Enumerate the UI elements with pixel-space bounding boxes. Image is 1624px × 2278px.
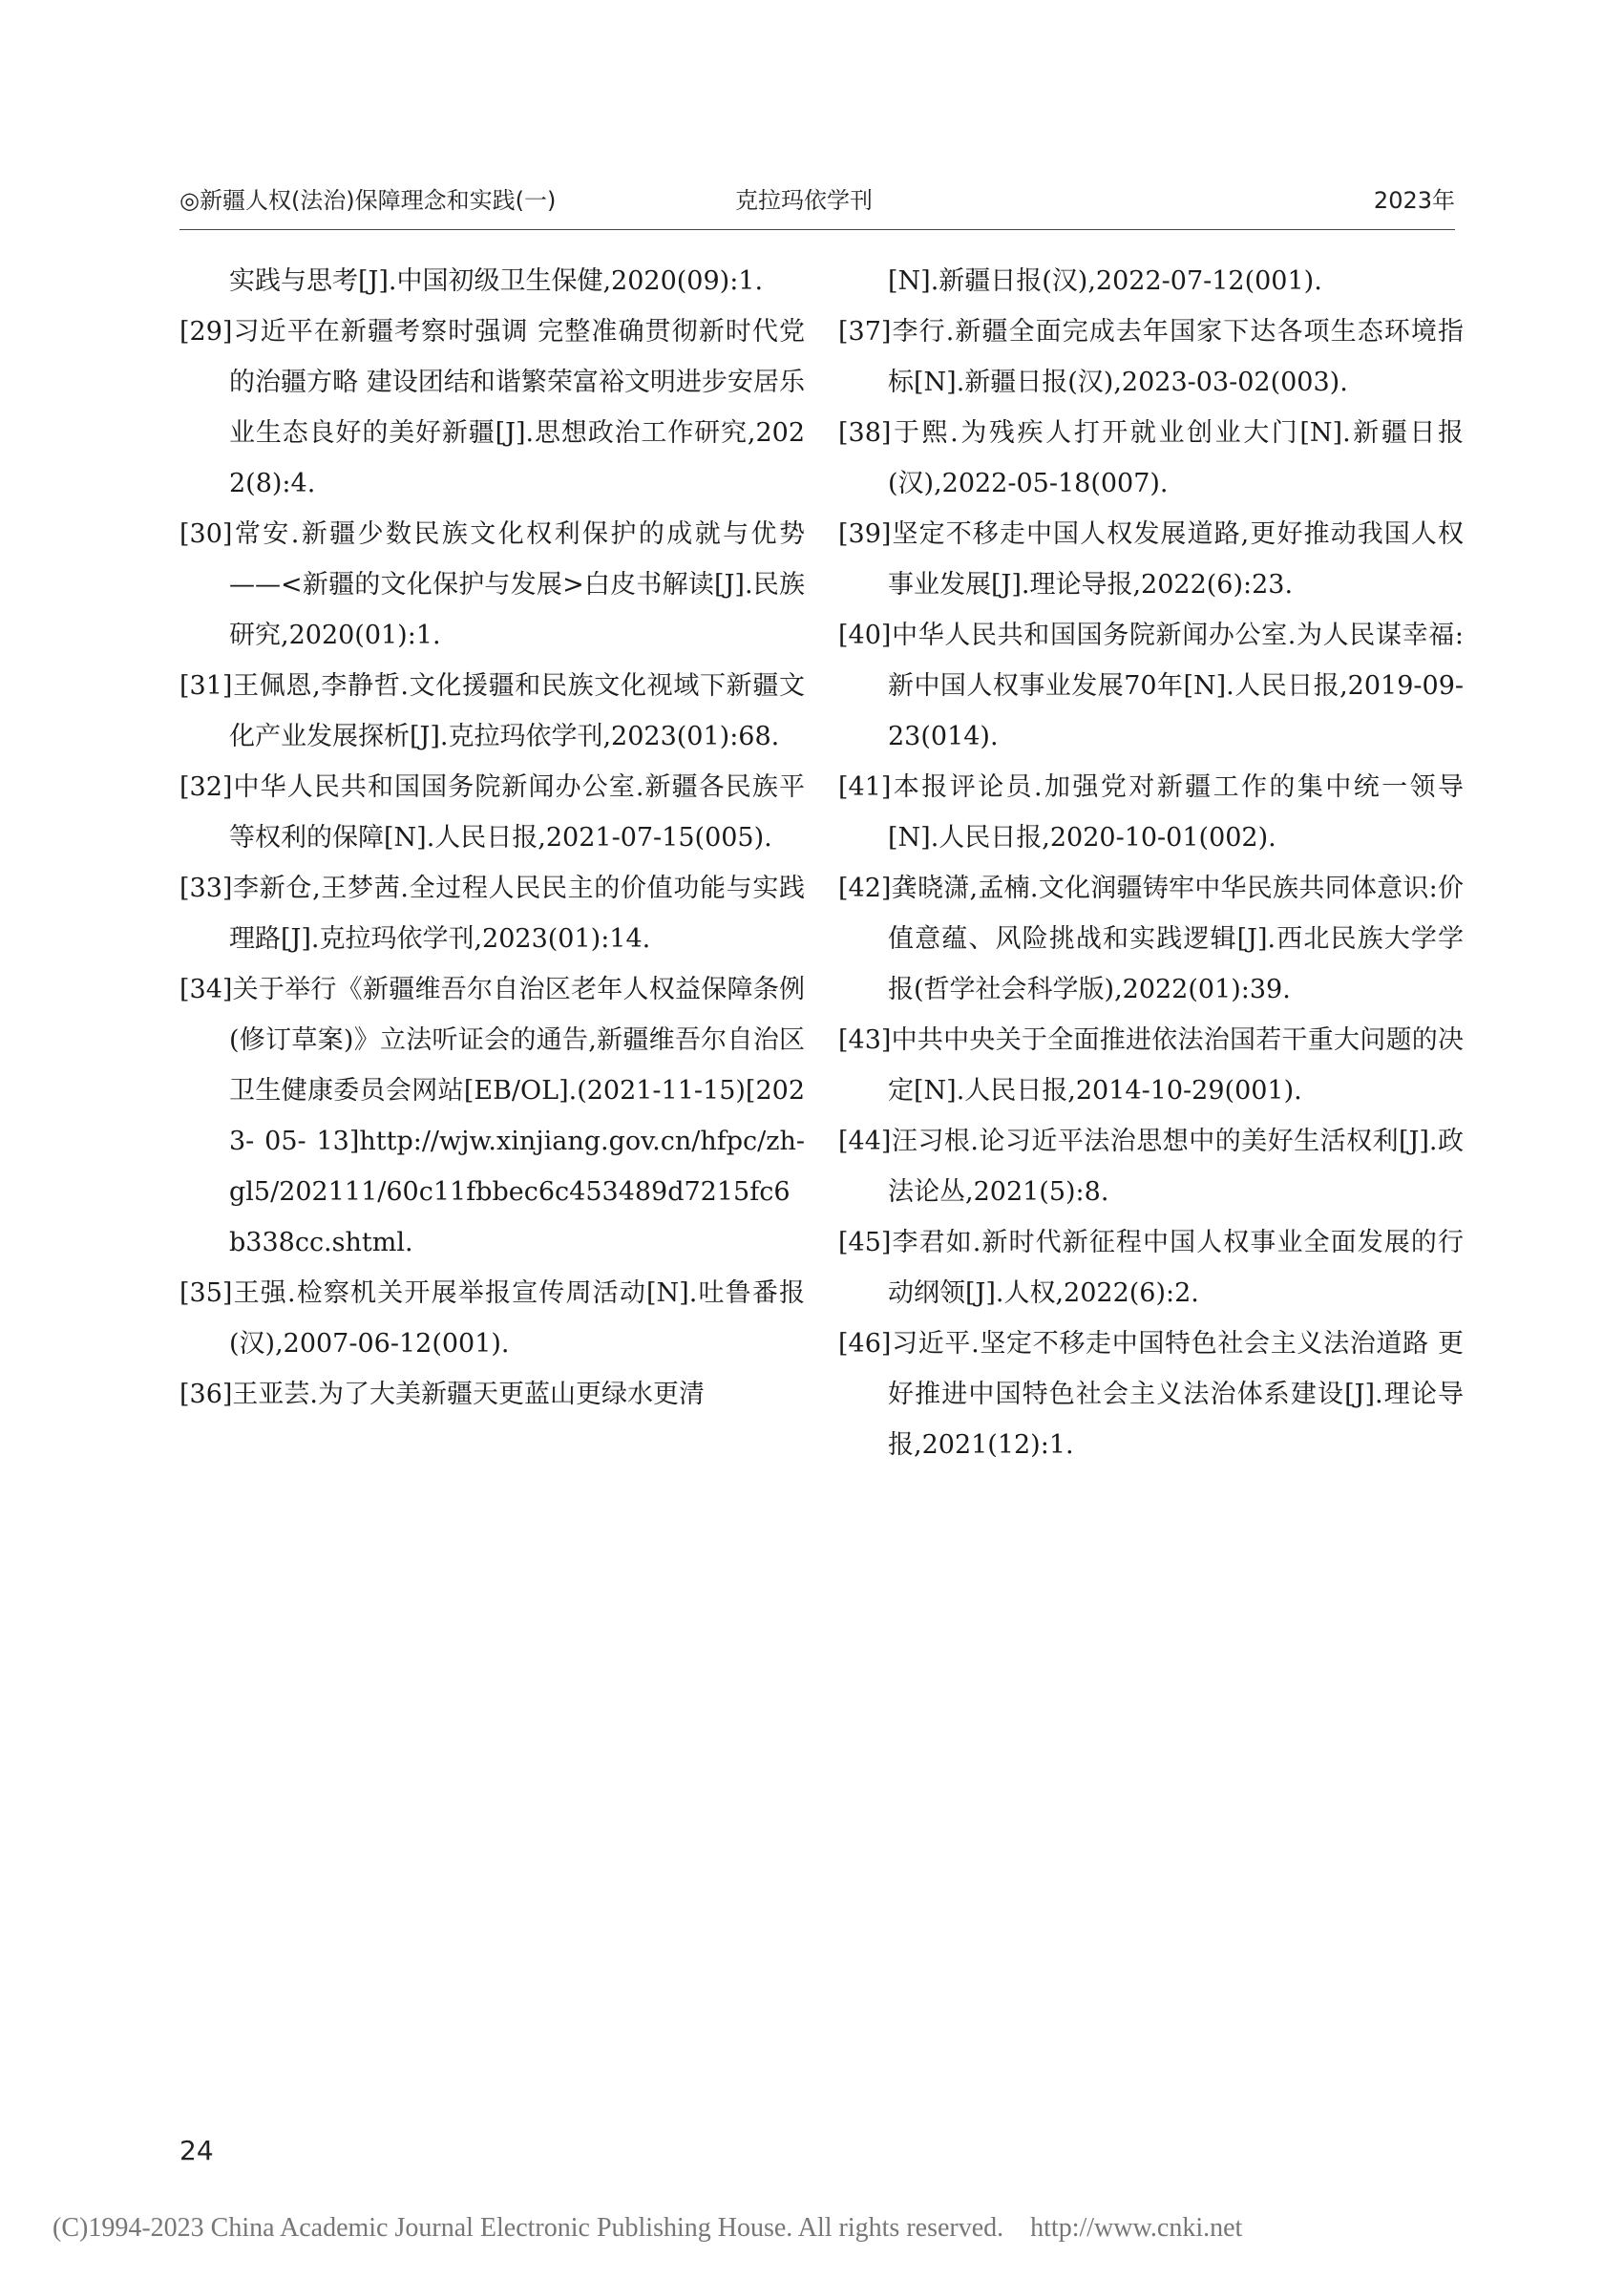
reference-32: [32]中华人民共和国国务院新闻办公室.新疆各民族平等权利的保障[N].人民日报,2021-07-15(005). — [179, 772, 805, 853]
reference-29: [29]习近平在新疆考察时强调 完整准确贯彻新时代党的治疆方略 建设团结和谐繁荣富裕文明进步安居乐业生态良好的美好新疆[J].思想政治工作研究,2022(8):4. — [179, 317, 805, 498]
reference-39: [39]坚定不移走中国人权发展道路,更好推动我国人权事业发展[J].理论导报,2022(6):23. — [838, 519, 1464, 600]
reference-36: [36]王亚芸.为了大美新疆天更蓝山更绿水更清 — [179, 1380, 706, 1409]
page-number: 24 — [179, 2135, 214, 2166]
reference-38: [38]于熙.为残疾人打开就业创业大门[N].新疆日报(汉),2022-05-18(007). — [838, 418, 1464, 498]
header-journal-name: 克拉玛依学刊 — [735, 187, 873, 214]
copyright-footer: (C)1994-2023 China Academic Journal Electronic Publishing House. All rights reserved. http://www.cnki.net — [53, 2213, 1243, 2243]
reference-35: [35]王强.检察机关开展举报宣传周活动[N].吐鲁番报(汉),2007-06-12(001). — [179, 1278, 805, 1359]
reference-45: [45]李君如.新时代新征程中国人权事业全面发展的行动纲领[J].人权,2022(6):2. — [838, 1228, 1464, 1308]
reference-continuation: 实践与思考[J].中国初级卫生保健,2020(09):1. — [229, 266, 764, 296]
references-left-column — [179, 256, 805, 1420]
reference-34: [34]关于举行《新疆维吾尔自治区老年人权益保障条例(修订草案)》立法听证会的通告,新疆维吾尔自治区卫生健康委员会网站[EB/OL].(2021-11-15)[2023- 05- 13]http://wjw.xinjiang.gov.cn/hfpc/zh-gl5/202111/60c11fbbec6c453489d7215fc6b338cc.shtml. — [179, 975, 805, 1257]
header-rule — [179, 229, 1455, 230]
reference-40: [40]中华人民共和国国务院新闻办公室.为人民谋幸福:新中国人权事业发展70年[N].人民日报,2019-09-23(014). — [838, 621, 1464, 751]
references-right-column — [838, 256, 1464, 1470]
reference-37: [37]李行.新疆全面完成去年国家下达各项生态环境指标[N].新疆日报(汉),2023-03-02(003). — [838, 317, 1464, 397]
reference-33: [33]李新仓,王梦茜.全过程人民民主的价值功能与实践理路[J].克拉玛依学刊,2023(01):14. — [179, 874, 805, 954]
reference-46: [46]习近平.坚定不移走中国特色社会主义法治道路 更好推进中国特色社会主义法治体系建设[J].理论导报,2021(12):1. — [838, 1329, 1464, 1460]
running-header — [179, 181, 1455, 223]
header-section-title: ◎新疆人权(法治)保障理念和实践(一) — [179, 187, 557, 214]
reference-42: [42]龚晓潇,孟楠.文化润疆铸牢中华民族共同体意识:价值意蕴、风险挑战和实践逻辑[J].西北民族大学学报(哲学社会科学版),2022(01):39. — [838, 874, 1464, 1004]
reference-30: [30]常安.新疆少数民族文化权利保护的成就与优势——<新疆的文化保护与发展>白皮书解读[J].民族研究,2020(01):1. — [179, 519, 805, 650]
reference-44: [44]汪习根.论习近平法治思想中的美好生活权利[J].政法论丛,2021(5):8. — [838, 1127, 1464, 1207]
reference-31: [31]王佩恩,李静哲.文化援疆和民族文化视域下新疆文化产业发展探析[J].克拉玛依学刊,2023(01):68. — [179, 671, 805, 751]
reference-continuation: [N].新疆日报(汉),2022-07-12(001). — [888, 266, 1322, 296]
header-year: 2023年 — [1373, 187, 1455, 214]
reference-41: [41]本报评论员.加强党对新疆工作的集中统一领导[N].人民日报,2020-10-01(002). — [838, 772, 1464, 853]
reference-43: [43]中共中央关于全面推进依法治国若干重大问题的决定[N].人民日报,2014-10-29(001). — [838, 1025, 1464, 1106]
